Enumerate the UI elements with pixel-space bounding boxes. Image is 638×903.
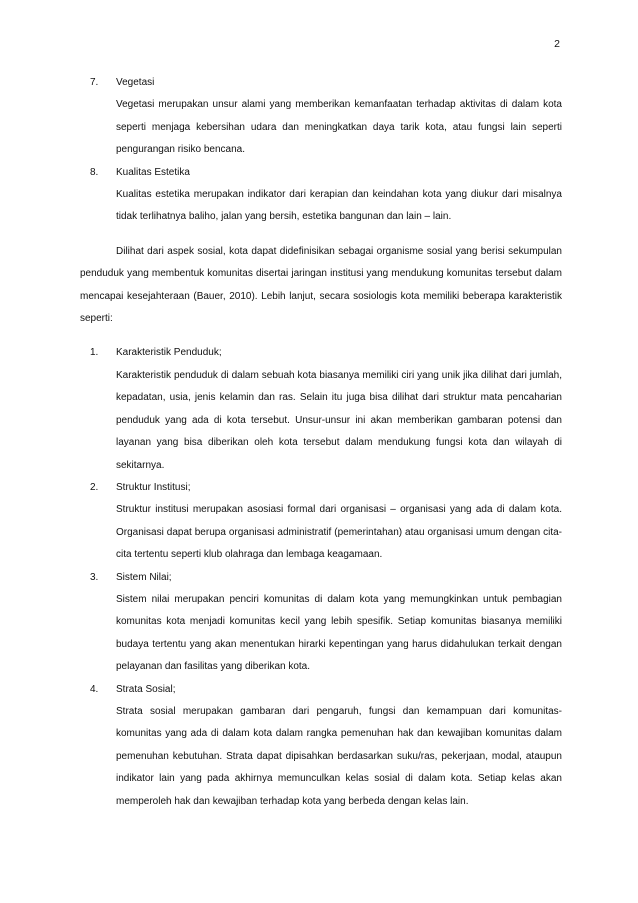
- list-item-title: Strata Sosial;: [116, 683, 176, 695]
- list-item-body: Strata sosial merupakan gambaran dari pengaruh, fungsi dan kemampuan dari komunitas-komunitas yang ada di dalam kota dalam rangka pemenuhan hak dan kewajiban komunitas dalam pemenuhan kebutuhan. Strata dapat dipisahkan berdasarkan suku/ras, pekerjaan, modal, ataupun indikator lain yang pada akhirnya memunculkan kelas sosial di dalam kota. Setiap kelas akan memperoleh hak dan kewajiban terhadap kota yang berbeda dengan kelas lain.: [116, 705, 562, 807]
- page-number: 2: [554, 38, 560, 50]
- list-item-body: Vegetasi merupakan unsur alami yang memberikan kemanfaatan terhadap aktivitas di dalam kota seperti menjaga kebersihan udara dan meningkatkan daya tarik kota, atau fungsi lain seperti pengurangan risiko bencana.: [116, 99, 562, 156]
- list-item-number: 4.: [90, 683, 99, 695]
- list-item-number: 3.: [90, 571, 99, 583]
- list-item-title: Vegetasi: [116, 77, 155, 88]
- list-item-title: Karakteristik Penduduk;: [116, 347, 222, 359]
- list-item: [80, 342, 562, 476]
- list-item-title: Sistem Nilai;: [116, 571, 172, 583]
- list-item-number: 7.: [90, 77, 99, 88]
- page-content: [80, 72, 562, 813]
- list-item-title: Struktur Institusi;: [116, 481, 191, 493]
- list-item-body: Karakteristik penduduk di dalam sebuah kota biasanya memiliki ciri yang unik jika dilihat dari jumlah, kepadatan, usia, jenis kelamin dan ras. Selain itu juga bisa dilihat dari struktur mata pencaharian penduduk yang ada di kota tersebut. Unsur-unsur ini akan memberikan gambaran potensi dan layanan yang bisa diberikan oleh kota tersebut dalam mendukung fungsi kota dan wilayah di sekitarnya.: [116, 369, 562, 471]
- list-item: [80, 162, 562, 229]
- list-item: [80, 679, 562, 813]
- list-item: [80, 567, 562, 679]
- body-paragraph: Dilihat dari aspek sosial, kota dapat didefinisikan sebagai organisme sosial yang berisi sekumpulan penduduk yang membentuk komunitas disertai jaringan institusi yang mendukung komunitas tersebut dalam mencapai kesejahteraan (Bauer, 2010). Lebih lanjut, secara sosiologis kota memiliki beberapa karakteristik seperti:: [80, 245, 562, 325]
- list-item-number: 1.: [90, 347, 99, 359]
- list-item-body: Sistem nilai merupakan penciri komunitas di dalam kota yang memungkinkan untuk pembagian komunitas kota menjadi komunitas kecil yang lebih spesifik. Setiap komunitas biasanya memiliki budaya tertentu yang akan menentukan hirarki kepentingan yang harus didahulukan terkait dengan pelayanan dan fasilitas yang diberikan kota.: [116, 593, 562, 673]
- list-item-number: 8.: [90, 166, 99, 178]
- list-item-body: Struktur institusi merupakan asosiasi formal dari organisasi – organisasi yang ada di dalam kota. Organisasi dapat berupa organisasi administratif (pemerintahan) atau organisasi umum dengan cita-cita tertentu seperti klub olahraga dan lembaga keagamaan.: [116, 504, 562, 561]
- list-item-title: Kualitas Estetika: [116, 166, 190, 178]
- list-item-body: Kualitas estetika merupakan indikator dari kerapian dan keindahan kota yang diukur dari misalnya tidak terlihatnya baliho, jalan yang bersih, estetika bangunan dan lain – lain.: [116, 189, 562, 223]
- list-item: [80, 72, 562, 162]
- list-item: [80, 477, 562, 567]
- list-item-number: 2.: [90, 481, 99, 493]
